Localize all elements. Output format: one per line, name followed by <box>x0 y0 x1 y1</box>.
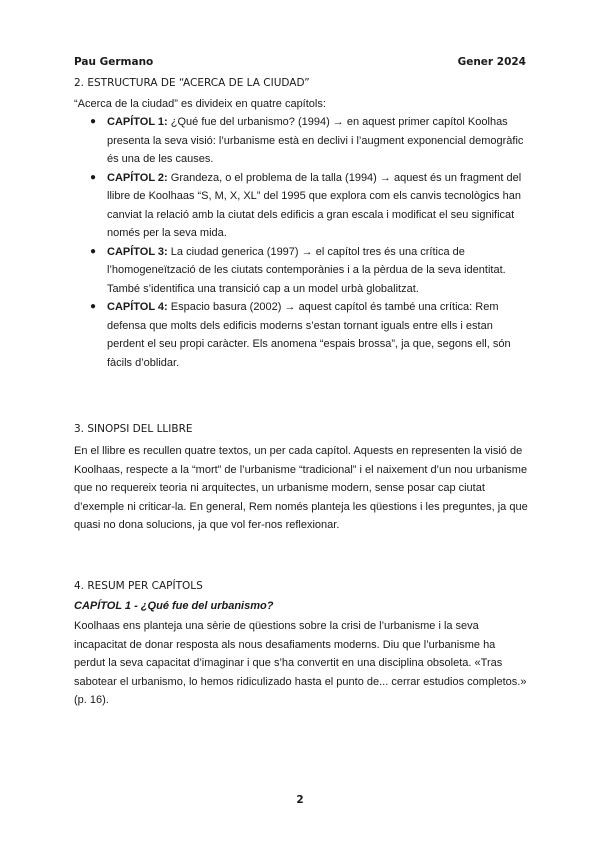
document-date: Gener 2024 <box>457 56 526 68</box>
chapter-label: CAPÍTOL 3: <box>107 245 168 258</box>
bullet-icon: ● <box>90 116 97 127</box>
section-4-subheading: CAPÍTOL 1 - ¿Qué fue del urbanismo? <box>74 600 274 612</box>
section-3-body: En el llibre es recullen quatre textos, un per cada capítol. Aquests en representen la visió de Koolhaas, respecte a la “mort” de l’urbanisme “tradicional” i el naixement d’un nou urbanisme que no requereix teoria ni arquitectes, un urbanisme modern, sense posar cap ciutat d’exemple ni criticar-la. En general, Rem només planteja les qüestions i les preguntes, ja que quasi no dona solucions, ja que vol fer-nos reflexionar. <box>74 445 528 531</box>
chapter-item <box>74 113 530 169</box>
page-header <box>74 56 526 70</box>
section-2-heading: 2. ESTRUCTURA DE “ACERCA DE LA CIUDAD” <box>74 77 310 89</box>
chapter-text: La ciudad generica (1997) → el capítol tres és una crítica de l’homogeneïtzació de les ciutats contemporànies i a la pèrdua de la seva identitat. També s’identifica una transició cap a un model urbà globalitzat. <box>107 245 506 295</box>
bullet-icon: ● <box>90 301 97 312</box>
chapter-label: CAPÍTOL 2: <box>107 171 168 184</box>
chapter-text: Espacio basura (2002) → aquest capítol és també una crítica: Rem defensa que molts dels edificis moderns s’estan tornant iguals entre ells i estan perdent el seu propi caràcter. Els anomena “espais brossa”, ja que, segons ell, són fàcils d’oblidar. <box>107 301 511 369</box>
section-3-heading: 3. SINOPSI DEL LLIBRE <box>74 423 193 435</box>
chapter-list <box>74 113 530 372</box>
chapter-label: CAPÍTOL 1: <box>107 116 168 128</box>
chapter-label: CAPÍTOL 4: <box>107 301 168 313</box>
chapter-item <box>74 169 530 243</box>
section-4-body: Koolhaas ens planteja una sèrie de qüestions sobre la crisi de l’urbanisme i la seva incapacitat de donar resposta als nous desafiaments moderns. Diu que l’urbanisme ha perdut la seva capacitat d’imaginar i que s’ha convertit en una disciplina obsoleta. «Tras sabotear el urbanismo, lo hemos ridiculizado hasta el punto de... cerrar estudios completos.» (p. 16). <box>74 620 527 706</box>
author-name: Pau Germano <box>74 56 154 68</box>
section-2-intro: “Acerca de la ciudad” es divideix en quatre capítols: <box>74 98 326 110</box>
chapter-item <box>74 243 530 299</box>
chapter-text: ¿Qué fue del urbanismo? (1994) → en aquest primer capítol Koolhas presenta la seva visió: l’urbanisme està en declivi i l’augment exponencial demogràfic és una de les causes. <box>107 116 524 165</box>
page-number: 2 <box>296 794 304 806</box>
bullet-icon: ● <box>90 171 97 183</box>
chapter-text: Grandeza, o el problema de la talla (1994) → aquest és un fragment del llibre de Koolhaas “S, M, X, XL” del 1995 que explora com els canvis tecnològics han canviat la relació amb la ciutat dels edificis a gran escala i modificat el seu significat només per la seva mida. <box>107 171 522 239</box>
section-4-heading: 4. RESUM PER CAPÍTOLS <box>74 580 203 592</box>
bullet-icon: ● <box>90 245 97 257</box>
chapter-item <box>74 298 530 372</box>
